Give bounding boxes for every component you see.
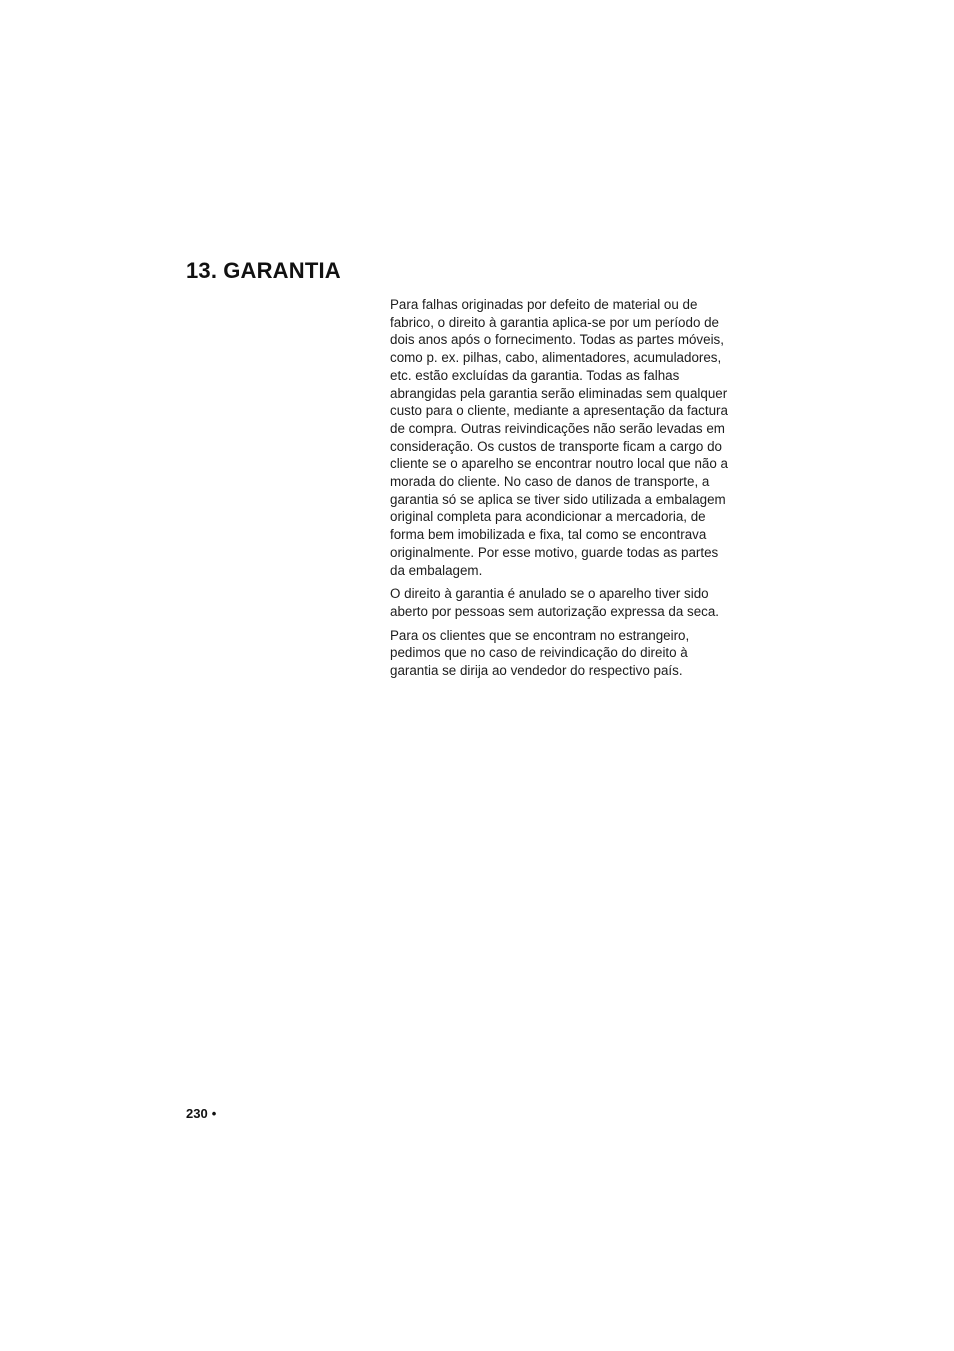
paragraph-foreign-customers: Para os clientes que se encontram no estrangeiro, pedimos que no caso de reivindicação do direito à garantia se dirija ao vendedor do respectivo país. — [390, 627, 690, 679]
paragraph-warranty-void: O direito à garantia é anulado se o aparelho tiver sido aberto por pessoas sem autorização expressa da seca. — [390, 586, 719, 619]
section-title: GARANTIA — [223, 258, 341, 283]
page-number: 230 — [186, 1106, 208, 1121]
warranty-text — [390, 296, 735, 686]
footer-bullet: • — [211, 1106, 217, 1121]
section-number: 13. — [186, 258, 218, 283]
page-footer — [186, 1106, 216, 1121]
paragraph-warranty-terms: Para falhas originadas por defeito de material ou de fabrico, o direito à garantia aplica-se por um período de dois anos após o fornecimento. Todas as partes móveis, como p. ex. pilhas, cabo, alimentadores, acumuladores, etc. estão excluídas da garantia. Todas as falhas abrangidas pela garantia serão eliminadas sem qualquer custo para o cliente, mediante a apresentação da factura de compra. Outras reivindicações não serão levadas em consideração. Os custos de transporte ficam a cargo do cliente se o aparelho se encontrar noutro local que não a morada do cliente. No caso de danos de transporte, a garantia só se aplica se tiver sido utilizada a embalagem original completa para acondicionar a mercadoria, de forma bem imobilizada e fixa, tal como se encontrava originalmente. Por esse motivo, guarde todas as partes da embalagem. — [390, 297, 728, 578]
section-heading — [186, 258, 341, 284]
